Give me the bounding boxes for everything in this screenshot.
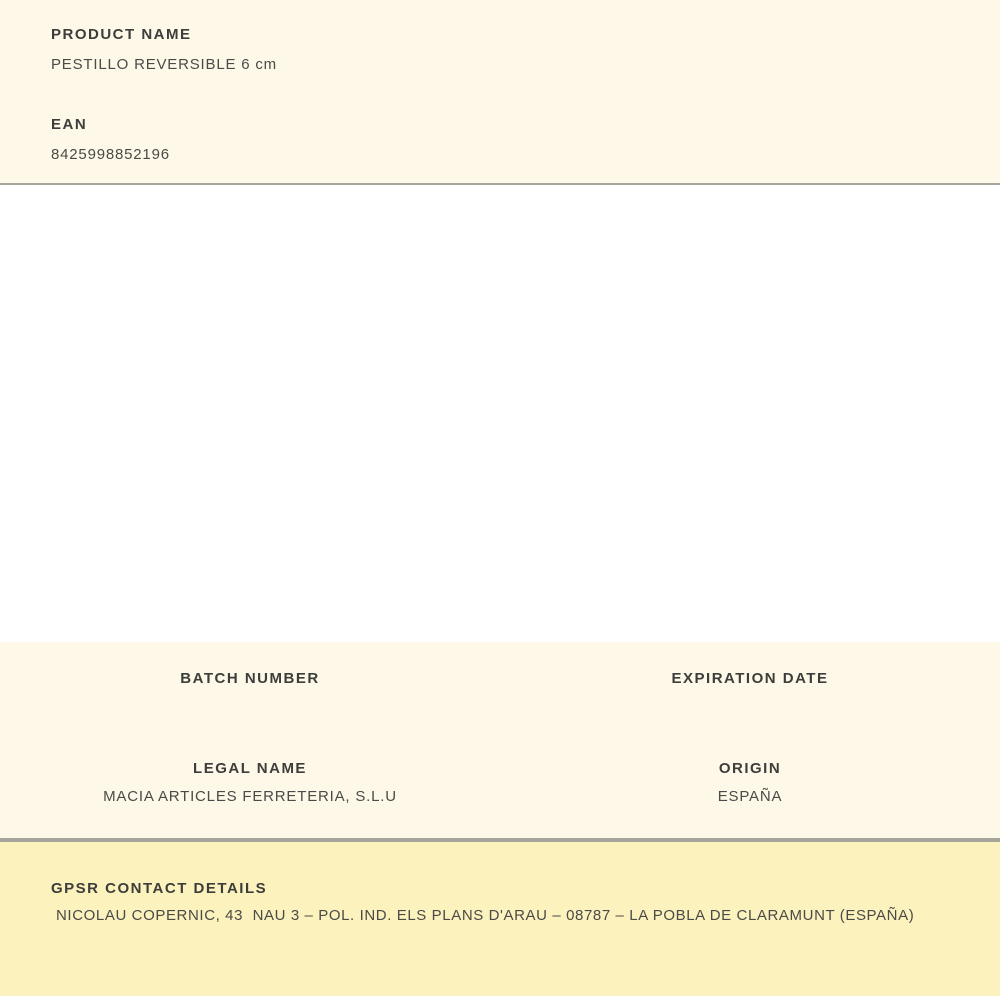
product-image-placeholder <box>0 185 1000 642</box>
ean-value: 8425998852196 <box>51 146 170 163</box>
gpsr-contact-section <box>0 840 1000 996</box>
origin-label: ORIGIN <box>718 760 782 777</box>
legal-name-label: LEGAL NAME <box>193 760 307 777</box>
gpsr-contact-label: GPSR CONTACT DETAILS <box>51 880 268 897</box>
gpsr-contact-address: NICOLAU COPERNIC, 43 NAU 3 – POL. IND. ELS PLANS D'ARAU – 08787 – LA POBLA DE CLARAMUNT (ESPAÑA) <box>56 907 915 924</box>
product-name-value: PESTILLO REVERSIBLE 6 cm <box>51 56 277 73</box>
product-header-section <box>0 0 1000 185</box>
legal-name-field <box>0 758 500 808</box>
ean-label: EAN <box>51 116 88 133</box>
legal-name-value: MACIA ARTICLES FERRETERIA, S.L.U <box>103 788 397 805</box>
details-section <box>0 642 1000 840</box>
ean-block <box>51 114 960 166</box>
details-row-legal-origin <box>0 758 1000 808</box>
origin-value: ESPAÑA <box>717 788 783 805</box>
expiration-date-label: EXPIRATION DATE <box>671 670 829 687</box>
batch-number-label: BATCH NUMBER <box>180 670 320 687</box>
origin-field <box>500 758 1000 808</box>
details-row-batch-expiration <box>0 668 1000 690</box>
product-name-label: PRODUCT NAME <box>51 26 192 43</box>
